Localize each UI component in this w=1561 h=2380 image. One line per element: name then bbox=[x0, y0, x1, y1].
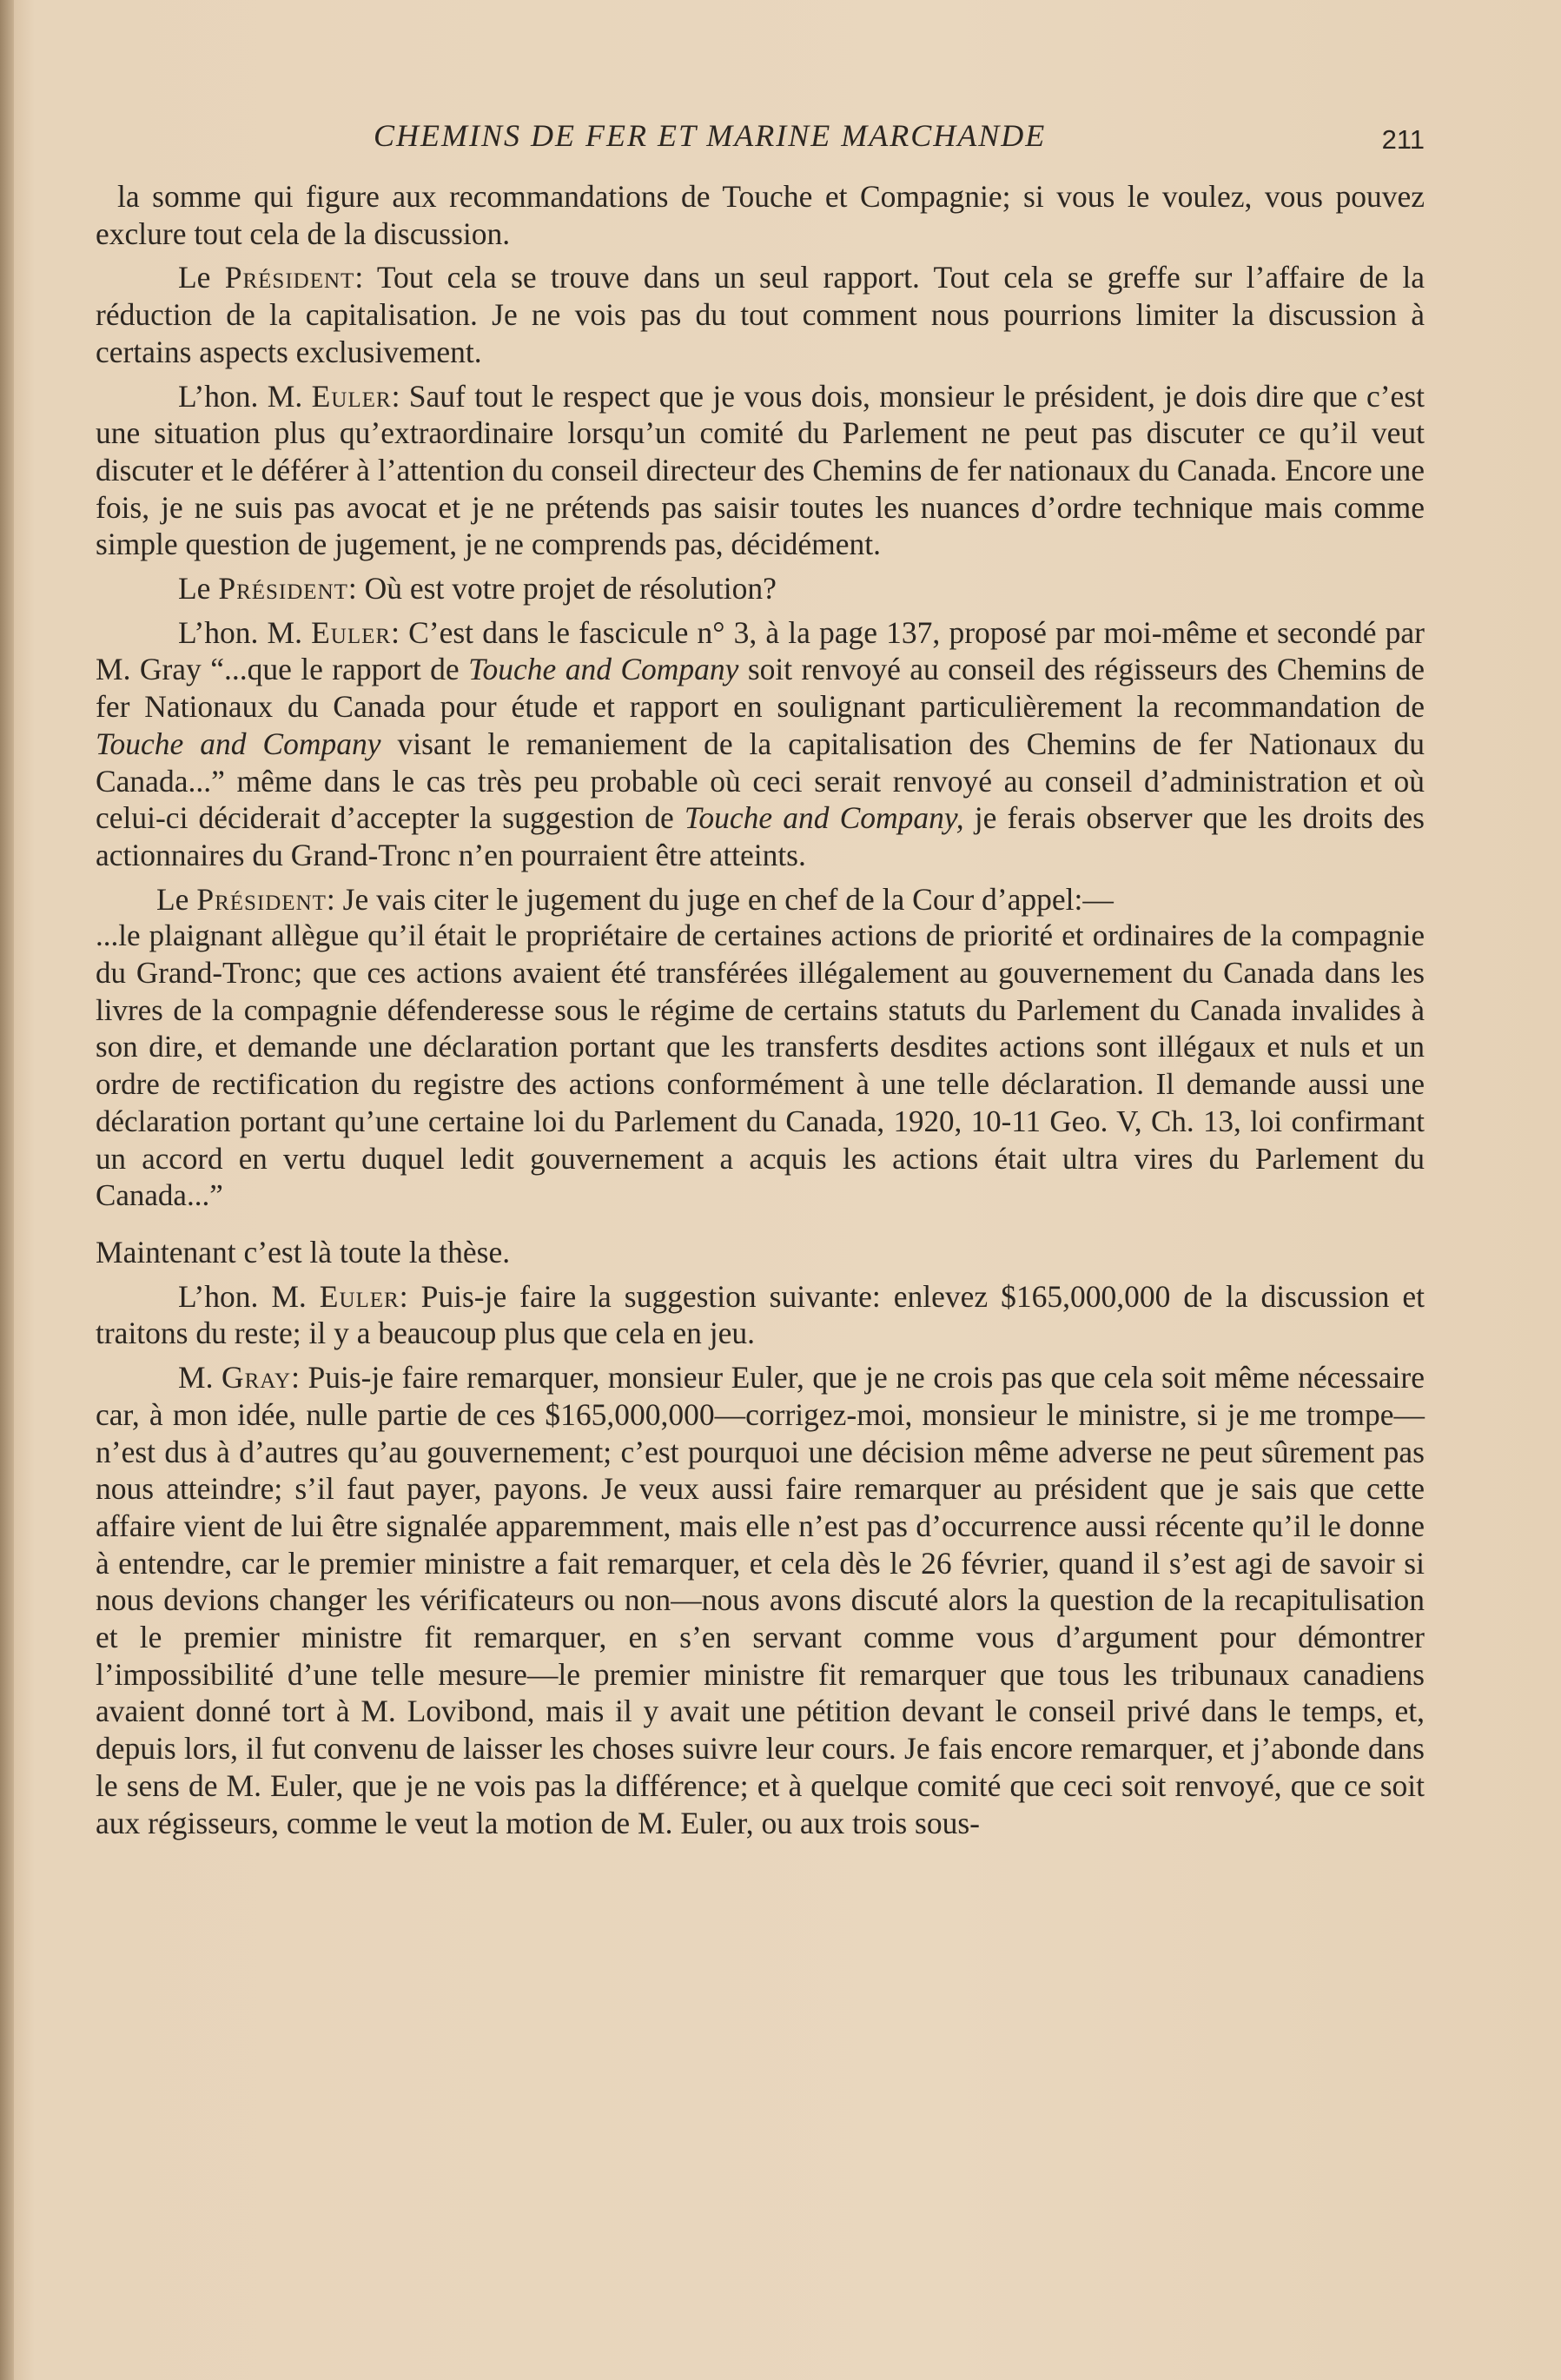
paragraph bbox=[96, 881, 1425, 918]
speaker-name: Président bbox=[218, 571, 348, 607]
italic-text: Touche and Company, bbox=[684, 800, 964, 836]
text-span: : Puis-je faire la suggestion suivante: enlevez $165,000,000 de la discussion et traitons du reste; il y a beaucoup plus que cela en jeu. bbox=[96, 1278, 1425, 1351]
running-title: CHEMINS DE FER ET MARINE MARCHANDE bbox=[374, 118, 1047, 153]
text-span: : Sauf tout le respect que je vous dois, monsieur le président, je dois dire que c’est une situation plus qu’extraordinaire lorsqu’un comité du Parlement ne peut pas discuter ce qu’il veut discuter et le déférer à l’attention du conseil directeur des Chemins de fer nationaux du Canada. Encore une fois, je ne suis pas avocat et je ne prétends pas saisir toutes les nuances d’ordre technique mais comme simple question de jugement, je ne comprends pas, décidément. bbox=[96, 378, 1425, 562]
speaker-name: Président bbox=[196, 881, 327, 917]
text-span: Le bbox=[178, 260, 225, 295]
paragraph bbox=[96, 178, 1425, 252]
text-span: je ferais observer que les droits des actionnaires du Grand-Tronc n’en pourraient être atteints. bbox=[96, 800, 1425, 872]
text-span: Le bbox=[156, 881, 197, 917]
page-number: 211 bbox=[1381, 124, 1425, 155]
page-body bbox=[96, 178, 1425, 1841]
text-span: L’hon. M. bbox=[178, 614, 312, 650]
paragraph bbox=[96, 1278, 1425, 1352]
text-span: : C’est dans le fascicule n° 3, à la page 137, proposé par moi-même et secondé par M. Gray “...que le rapport de bbox=[96, 614, 1425, 687]
text-span: visant le remaniement de la capitalisation des Chemins de fer Nationaux du Canada...” même dans le cas très peu probable où ceci serait renvoyé au conseil d’administration et où celui-ci déciderait d’accepter la suggestion de bbox=[96, 726, 1425, 836]
paragraph bbox=[96, 1359, 1425, 1841]
text-span: soit renvoyé au conseil des régisseurs des Chemins de fer Nationaux du Canada pour étude et rapport en soulignant particulièrement la recommandation de bbox=[96, 652, 1425, 725]
text-span: M. bbox=[178, 1360, 222, 1396]
paragraph: Maintenant c’est là toute la thèse. bbox=[96, 1234, 511, 1270]
text-span: : Je vais citer le jugement du juge en chef de la Cour d’appel:— bbox=[326, 881, 1114, 917]
text-span: L’hon. M. bbox=[178, 1278, 320, 1314]
paragraph bbox=[96, 378, 1425, 564]
page-header bbox=[104, 117, 1425, 161]
speaker-name: Euler bbox=[311, 378, 392, 414]
text-span: L’hon. M. bbox=[178, 378, 312, 414]
speaker-name: Gray bbox=[221, 1360, 292, 1396]
speaker-name: Euler bbox=[319, 1278, 400, 1314]
paragraph bbox=[96, 259, 1425, 370]
text-span: Le bbox=[178, 571, 219, 607]
speaker-name: Président bbox=[224, 260, 355, 295]
italic-text: Touche and Company bbox=[468, 652, 739, 687]
text-span: la somme qui figure aux recommandations de Touche et Compagnie; si vous le voulez, vous pouvez exclure tout cela de la discussion. bbox=[96, 179, 1425, 251]
paragraph bbox=[96, 570, 1425, 607]
text-span: : Tout cela se trouve dans un seul rapport. Tout cela se greffe sur l’affaire de la réduction de la capitalisation. Je ne vois pas du tout comment nous pourrions limiter la discussion à certains aspects exclusivement. bbox=[96, 260, 1425, 369]
text-span: : Puis-je faire remarquer, monsieur Euler, que je ne crois pas que cela soit même nécessaire car, à mon idée, nulle partie de ces $165,000,000—corrigez-moi, monsieur le ministre, si je me trompe—n’est dus à d’autres qu’au gouvernement; c’est pourquoi une décision même adverse ne peut sûrement pas nous atteindre; s’il faut payer, payons. Je veux aussi faire remarquer au président que je sais que cette affaire vient de lui être signalée apparemment, mais elle n’est pas d’occurrence aussi récente qu’il le donne à entendre, car le premier ministre a fait remarquer, et cela dès le 26 février, quand il s’est agi de savoir si nous devions changer les vérificateurs ou non—nous avons discuté alors la question de la recapitulisation et le premier ministre fit remarquer, en s’en servant comme vous d’argument pour démontrer l’impossibilité d’une telle mesure—le premier ministre fit remarquer que tous les tribunaux canadiens avaient donné tort à M. Lovibond, mais il y avait une pétition devant le conseil privé dans le temps, et, depuis lors, il fut convenu de laisser les choses suivre leur cours. Je fais encore remarquer, et j’abonde dans le sens de M. Euler, que je ne vois pas la différence; et à quelque comité que ceci soit renvoyé, que ce soit aux régisseurs, comme le veut la motion de M. Euler, ou aux trois sous- bbox=[96, 1360, 1425, 1840]
text-span: : Où est votre projet de résolution? bbox=[347, 571, 777, 607]
book-spine-edge bbox=[0, 0, 14, 2380]
italic-text: Touche and Company bbox=[96, 726, 381, 761]
paragraph bbox=[96, 614, 1425, 874]
block-quote: ...le plaignant allègue qu’il était le propriétaire de certaines actions de priorité et ordinaires de la compagnie du Grand-Tronc; que ces actions avaient été transférées illégalement au gouvernement du Canada dans les livres de la compagnie défenderesse sous le régime de certains statuts du Parlement du Canada invalides à son dire, et demande une déclaration portant que les transferts desdites actions sont illégaux et nuls et un ordre de rectification du registre des actions conformément à une telle déclaration. Il demande aussi une déclaration portant qu’une certaine loi du Parlement du Canada, 1920, 10-11 Geo. V, Ch. 13, loi confirmant un accord en vertu duquel ledit gouvernement a acquis les actions était ultra vires du Parlement du Canada...” bbox=[96, 918, 1425, 1213]
speaker-name: Euler bbox=[311, 614, 392, 650]
